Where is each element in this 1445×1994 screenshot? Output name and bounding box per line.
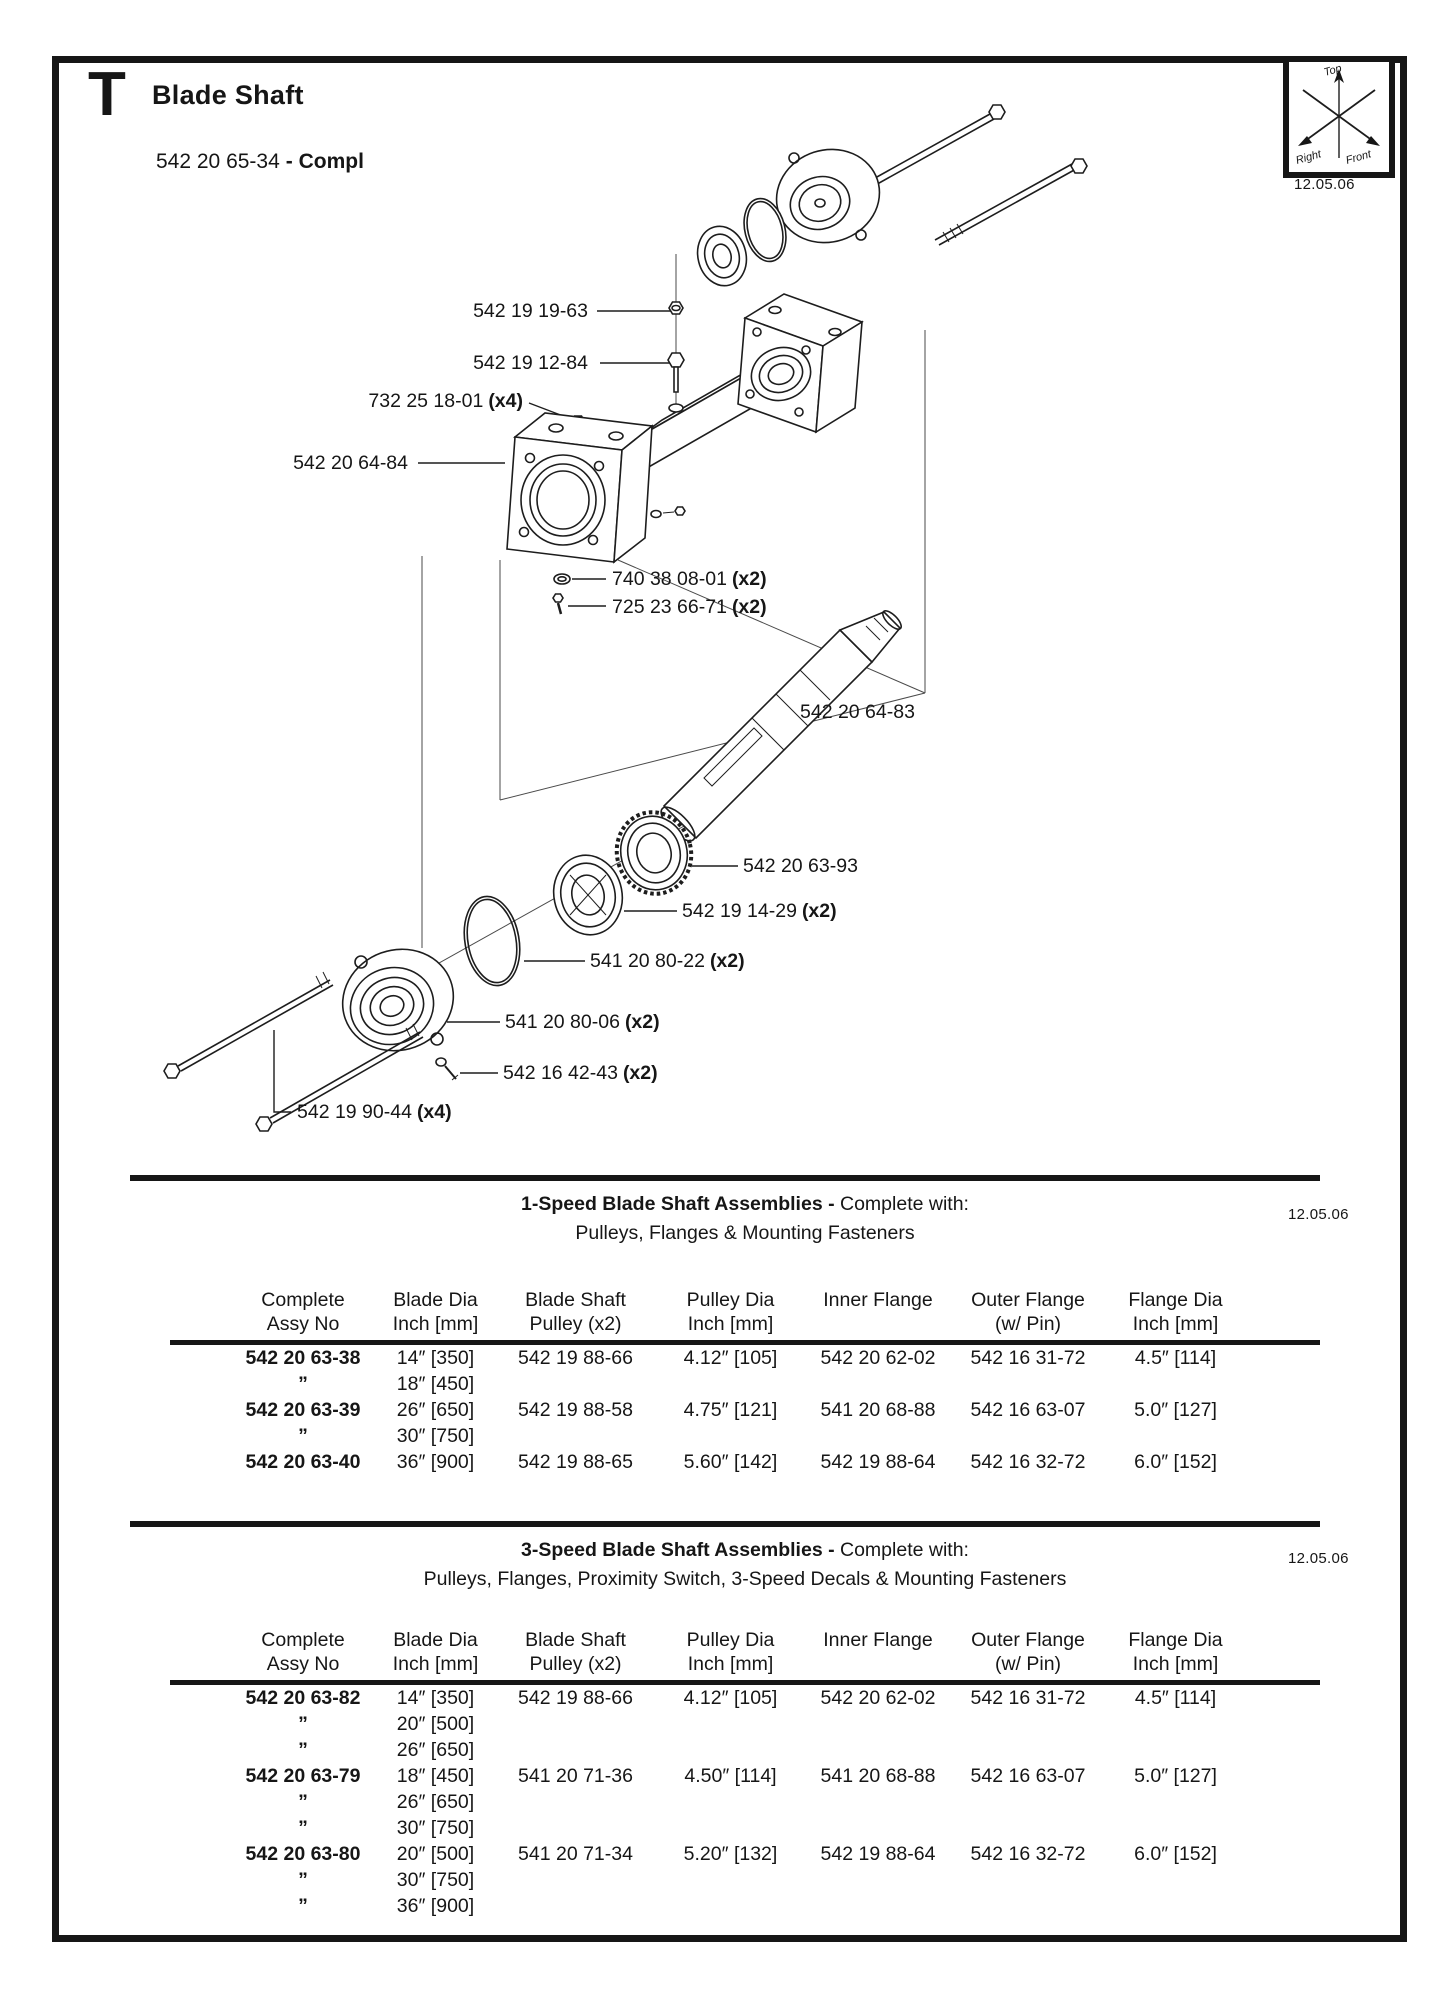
table-row: 542 20 63-80 20″ [500] 541 20 71-34 5.20″ [132] 542 19 88-64 542 16 32-72 6.0″ [152] — [245, 1843, 1217, 1865]
revision-date: 12.05.06 — [1288, 1550, 1349, 1567]
stud-and-nuts-drawing — [668, 254, 684, 412]
table-row: ” 18″ [450] — [298, 1373, 475, 1395]
column-header: Blade Shaft Pulley (x2) — [525, 1289, 626, 1335]
section-divider — [130, 1521, 1320, 1527]
front-flange-drawing — [328, 934, 467, 1066]
table-row: ” 26″ [650] — [298, 1791, 475, 1813]
column-header: Pulley Dia Inch [mm] — [686, 1289, 775, 1335]
one-speed-assemblies-table — [170, 1288, 1320, 1475]
table-row: ” 30″ [750] — [298, 1425, 475, 1447]
o-ring-drawing — [458, 892, 527, 990]
table-row: ” 30″ [750] — [298, 1817, 475, 1839]
table-row: 542 20 63-38 14″ [350] 542 19 88-66 4.12″ [105] 542 20 62-02 542 16 31-72 4.5″ [114] — [245, 1347, 1217, 1369]
column-header: Outer Flange (w/ Pin) — [971, 1289, 1085, 1335]
page-title: Blade Shaft — [152, 80, 304, 110]
part-number-suffix: - Compl — [285, 150, 364, 173]
table-row: ” 26″ [650] — [298, 1739, 475, 1761]
part-label: 542 16 42-43 (x2) — [503, 1062, 658, 1084]
table1-subtitle: Pulleys, Flanges & Mounting Fasteners — [575, 1222, 915, 1244]
washer-drawing — [554, 574, 570, 584]
table-row: ” 30″ [750] — [298, 1869, 475, 1891]
rear-bearing-housing-drawing — [738, 294, 862, 432]
table2-subtitle: Pulleys, Flanges, Proximity Switch, 3-Speed Decals & Mounting Fasteners — [423, 1568, 1067, 1590]
table1-title — [170, 1193, 1320, 1245]
table2-title — [170, 1539, 1320, 1591]
table1-title-bold: 1-Speed Blade Shaft Assemblies - — [521, 1193, 835, 1215]
table-row: 542 20 63-79 18″ [450] 541 20 71-36 4.50″ [114] 541 20 68-88 542 16 63-07 5.0″ [127] — [245, 1765, 1217, 1787]
table-row: ” 20″ [500] — [298, 1713, 475, 1735]
part-label: 740 38 08-01 (x2) — [612, 568, 767, 590]
revision-date: 12.05.06 — [1294, 176, 1355, 193]
table2-title-bold: 3-Speed Blade Shaft Assemblies - — [521, 1539, 835, 1561]
column-header: Pulley Dia Inch [mm] — [686, 1629, 775, 1675]
section-divider — [130, 1175, 1320, 1181]
part-label: 542 19 14-29 (x2) — [682, 900, 837, 922]
column-header: Flange Dia Inch [mm] — [1128, 1289, 1223, 1335]
table2-title-rest: Complete with: — [840, 1539, 969, 1561]
bearing-drawing — [691, 221, 752, 291]
table-row: ” 36″ [900] — [298, 1895, 475, 1917]
blade-shaft-drawing — [656, 608, 904, 846]
table-row: 542 20 63-82 14″ [350] 542 19 88-66 4.12″ [105] 542 20 62-02 542 16 31-72 4.5″ [114] — [245, 1687, 1217, 1709]
table-header-row — [170, 1288, 1320, 1345]
set-screw-drawing — [436, 1058, 458, 1080]
part-label: 542 19 12-84 — [473, 352, 588, 374]
part-label: 725 23 66-71 (x2) — [612, 596, 767, 618]
table1-title-rest: Complete with: — [840, 1193, 969, 1215]
part-label: 542 19 90-44 (x4) — [297, 1101, 452, 1123]
column-header: Blade Shaft Pulley (x2) — [525, 1629, 626, 1675]
column-header: Complete Assy No — [261, 1289, 345, 1335]
three-speed-assemblies-table — [170, 1628, 1320, 1919]
part-label: 541 20 80-22 (x2) — [590, 950, 745, 972]
compass-front-label: Front — [1344, 148, 1373, 167]
column-header: Blade Dia Inch [mm] — [392, 1289, 479, 1335]
screw-drawing — [553, 594, 563, 614]
compass-right-label: Right — [1294, 148, 1323, 167]
column-header: Complete Assy No — [261, 1629, 345, 1675]
table-row: 542 20 63-39 26″ [650] 542 19 88-58 4.75″ [121] 541 20 68-88 542 16 63-07 5.0″ [127] — [245, 1399, 1217, 1421]
flange-bolt-drawing — [164, 972, 333, 1078]
mounting-bolt-drawing — [935, 159, 1087, 245]
column-header: Inner Flange — [823, 1289, 933, 1311]
column-header: Outer Flange (w/ Pin) — [971, 1629, 1085, 1675]
part-label: 542 20 63-93 — [743, 855, 858, 877]
revision-date: 12.05.06 — [1288, 1206, 1349, 1223]
table-row: 542 20 63-40 36″ [900] 542 19 88-65 5.60″ [142] 542 19 88-64 542 16 32-72 6.0″ [152] — [245, 1451, 1217, 1473]
compass-top-label: Top — [1322, 62, 1344, 79]
table-header-row — [170, 1628, 1320, 1685]
part-label: 541 20 80-06 (x2) — [505, 1011, 660, 1033]
part-label: 542 20 64-83 — [800, 701, 915, 723]
part-label: 732 25 18-01 (x4) — [368, 390, 523, 412]
part-label: 542 20 64-84 — [293, 452, 408, 474]
part-number-text: 542 20 65-34 — [156, 150, 280, 173]
column-header: Blade Dia Inch [mm] — [392, 1629, 479, 1675]
column-header: Inner Flange — [823, 1629, 933, 1651]
bearing-drawing — [546, 849, 629, 941]
part-label: 542 19 19-63 — [473, 300, 588, 322]
column-header: Flange Dia Inch [mm] — [1128, 1629, 1223, 1675]
section-letter: T — [88, 60, 126, 129]
